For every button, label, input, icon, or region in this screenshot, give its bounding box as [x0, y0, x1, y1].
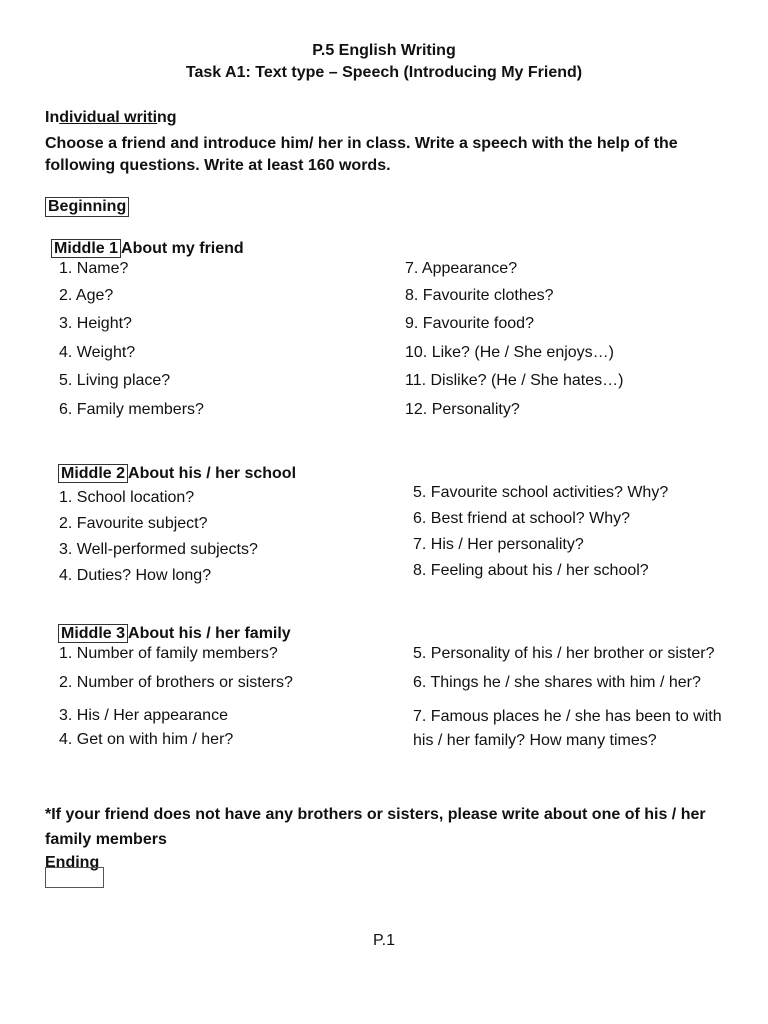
middle1-title: About my friend — [121, 240, 244, 257]
middle2-heading — [58, 465, 296, 483]
middle1-right-item: 10. Like? (He / She enjoys…) — [405, 344, 614, 361]
middle1-left-item: 3. Height? — [59, 315, 132, 332]
middle2-left-item: 2. Favourite subject? — [59, 515, 208, 532]
middle1-left-item: 5. Living place? — [59, 372, 171, 389]
section-heading-individual-writing — [45, 109, 177, 127]
heading-part-pre: In — [45, 109, 60, 126]
middle2-right-item: 5. Favourite school activities? Why? — [413, 484, 669, 501]
middle2-title: About his / her school — [128, 465, 297, 482]
middle2-right-item: 7. His / Her personality? — [413, 536, 584, 553]
ending-label: Ending — [45, 854, 100, 871]
middle3-left-item: 2. Number of brothers or sisters? — [59, 674, 293, 691]
middle1-left-item: 6. Family members? — [59, 401, 204, 418]
ending-box — [45, 867, 104, 888]
instructions-paragraph: Choose a friend and introduce him/ her in class. Write a speech with the help of the following questions. Write at least 160 words. — [45, 135, 678, 174]
middle2-right-item: 6. Best friend at school? Why? — [413, 510, 630, 527]
middle2-left-item: 4. Duties? How long? — [59, 567, 212, 584]
document-subtitle: Task A1: Text type – Speech (Introducing My Friend) — [185, 64, 583, 81]
middle2-left-item: 3. Well-performed subjects? — [59, 541, 258, 558]
middle3-left-item: 4. Get on with him / her? — [59, 731, 234, 748]
middle1-right-item: 8. Favourite clothes? — [405, 287, 554, 304]
middle2-right-item: 8. Feeling about his / her school? — [413, 562, 649, 579]
middle3-title: About his / her family — [128, 625, 291, 642]
page-number: P.1 — [373, 932, 395, 949]
middle3-right-item: 5. Personality of his / her brother or sister? — [413, 645, 715, 662]
middle3-label: Middle 3 — [58, 624, 128, 643]
middle2-left-item: 1. School location? — [59, 489, 195, 506]
middle1-left-item: 2. Age? — [59, 287, 114, 304]
middle3-right-item: 6. Things he / she shares with him / her? — [413, 674, 701, 691]
heading-part-post: ng — [157, 109, 177, 126]
middle1-right-item: 7. Appearance? — [405, 260, 518, 277]
middle1-right-item: 12. Personality? — [405, 401, 520, 418]
middle1-label: Middle 1 — [51, 239, 121, 258]
middle2-label: Middle 2 — [58, 464, 128, 483]
middle1-heading — [51, 240, 244, 258]
siblings-note: *If your friend does not have any brothers or sisters, please write about one of his / her family members — [45, 806, 706, 848]
middle1-right-item: 11. Dislike? (He / She hates…) — [405, 372, 624, 389]
middle1-left-item: 1. Name? — [59, 260, 129, 277]
document-title: P.5 English Writing — [312, 42, 456, 59]
middle3-left-item: 3. His / Her appearance — [59, 707, 228, 724]
beginning-label: Beginning — [45, 197, 129, 217]
middle3-left-item: 1. Number of family members? — [59, 645, 278, 662]
middle3-heading — [58, 625, 291, 643]
heading-part-underlined: dividual writi — [59, 109, 158, 126]
middle1-right-item: 9. Favourite food? — [405, 315, 534, 332]
middle1-left-item: 4. Weight? — [59, 344, 136, 361]
middle3-right-item: 7. Famous places he / she has been to with his / her family? How many times? — [413, 708, 722, 749]
